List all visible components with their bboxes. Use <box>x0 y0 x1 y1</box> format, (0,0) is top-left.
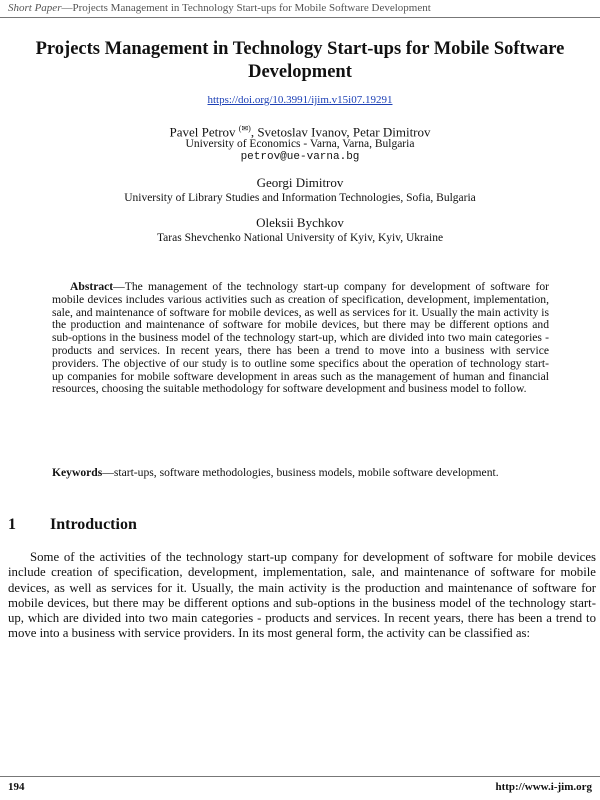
keywords-label: Keywords <box>52 466 103 479</box>
corresponding-author-mark: (✉) <box>238 124 251 133</box>
footer-rule <box>0 776 600 777</box>
author-names-secondary: , Svetoslav Ivanov, Petar Dimitrov <box>250 124 431 140</box>
header-rule <box>0 17 600 18</box>
keywords <box>52 466 549 479</box>
running-head-text: Projects Management in Technology Start-ups for Mobile Software Development <box>72 2 431 14</box>
running-head <box>8 2 431 14</box>
author-email[interactable]: petrov@ue-varna.bg <box>240 151 360 163</box>
author-names-primary: Pavel Petrov <box>169 124 236 140</box>
author-line-2: Georgi Dimitrov <box>256 175 344 190</box>
keywords-text: start-ups, software methodologies, business models, mobile software development. <box>113 466 499 479</box>
page-number: 194 <box>8 781 25 793</box>
section-number: 1 <box>8 516 16 533</box>
author-line-3: Oleksii Bychkov <box>256 215 344 230</box>
running-head-separator: — <box>61 2 73 14</box>
journal-url[interactable]: http://www.i-jim.org <box>495 781 592 793</box>
intro-paragraph: Some of the activities of the technology start-up company for development of software for mobile devices include creation of specification, development, implementation, sale, and maintenance of software for mobile devices, as well as services for it. Usually, the main activity is the production and maintenance of software for mobile devices, but there may be different options and sub-options in the business model of the technology start-up, which are divided into two main categories - products and services. In recent years, there has been a trend to move into a business with service providers. In its most general form, the activity can be classified as: <box>8 550 596 641</box>
affiliation-1: University of Economics - Varna, Varna, Bulgaria <box>185 138 415 150</box>
doi-link[interactable]: https://doi.org/10.3991/ijim.v15i07.19291 <box>207 94 393 106</box>
section-title: Introduction <box>50 516 137 533</box>
abstract-dash: — <box>113 280 125 293</box>
keywords-dash: — <box>102 466 114 479</box>
abstract-text: The management of the technology start-up company for development of software for mobile devices includes various activities such as creation of specification, development, implementation, sale, and maintenance of software for mobile devices, as well as services for it. Usually the main activity is the production and maintenance of software for mobile devices, but there may be different options and sub-options in the business model of the technology start-up, which are divided into two main categories - products and services. In recent years, there has been a trend to move into a business with service providers. The objective of our study is to outline some specifics about the operation of technology start-up companies for mobile software development in areas such as the management of human and financial resources, choosing the suitable methodology for software development and business model to follow. <box>52 280 549 396</box>
running-head-label: Short Paper <box>8 2 62 14</box>
affiliation-2: University of Library Studies and Information Technologies, Sofia, Bulgaria <box>124 192 476 204</box>
abstract <box>52 281 549 396</box>
paper-title: Projects Management in Technology Start-ups for Mobile Software Development <box>35 39 565 82</box>
affiliation-3: Taras Shevchenko National University of Kyiv, Kyiv, Ukraine <box>156 232 444 244</box>
abstract-label: Abstract <box>70 280 114 293</box>
